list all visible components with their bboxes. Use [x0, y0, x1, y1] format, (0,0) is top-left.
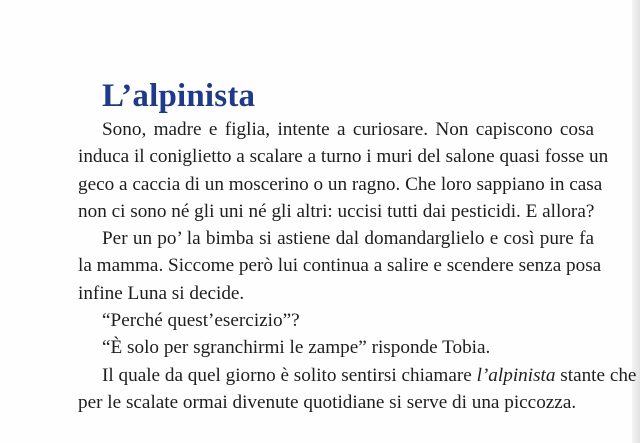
nickname-italic: l’alpinista: [476, 364, 556, 386]
paragraph-2-line-3: infine Luna si decide.: [78, 282, 245, 304]
line-text-after: stante che: [555, 364, 637, 386]
paragraph-2-line-2: la mamma. Siccome però lui continua a salire e scendere senza posa: [78, 255, 602, 277]
dialogue-answer: “È solo per sgranchirmi le zampe” risponde Tobia.: [102, 337, 491, 359]
paragraph-1-line-2: induca il coniglietto a scalare a turno i muri del salone quasi fosse un: [78, 146, 609, 168]
paragraph-5-line-1: [78, 362, 637, 389]
line-text-before: Il quale da quel giorno è solito sentirsi chiamare: [102, 364, 477, 386]
paragraph-5-line-2: per le scalate ormai divenute quotidiane si serve di una piccozza.: [78, 391, 577, 413]
dialogue-question: “Perché quest’esercizio”?: [102, 310, 300, 332]
chapter-title: L’alpinista: [102, 78, 256, 114]
paragraph-2-line-1: Per un po’ la bimba si astiene dal domandarglielo e così pure fa: [102, 228, 594, 250]
story-text: [78, 116, 637, 416]
paragraph-1-line-4: non ci sono né gli uni né gli altri: uccisi tutti dai pesticidi. E allora?: [78, 200, 595, 222]
paragraph-1-line-3: geco a caccia di un moscerino o un ragno. Che loro sappiano in casa: [78, 173, 603, 195]
paragraph-1-line-1: Sono, madre e figlia, intente a curiosare. Non capiscono cosa: [102, 119, 594, 140]
